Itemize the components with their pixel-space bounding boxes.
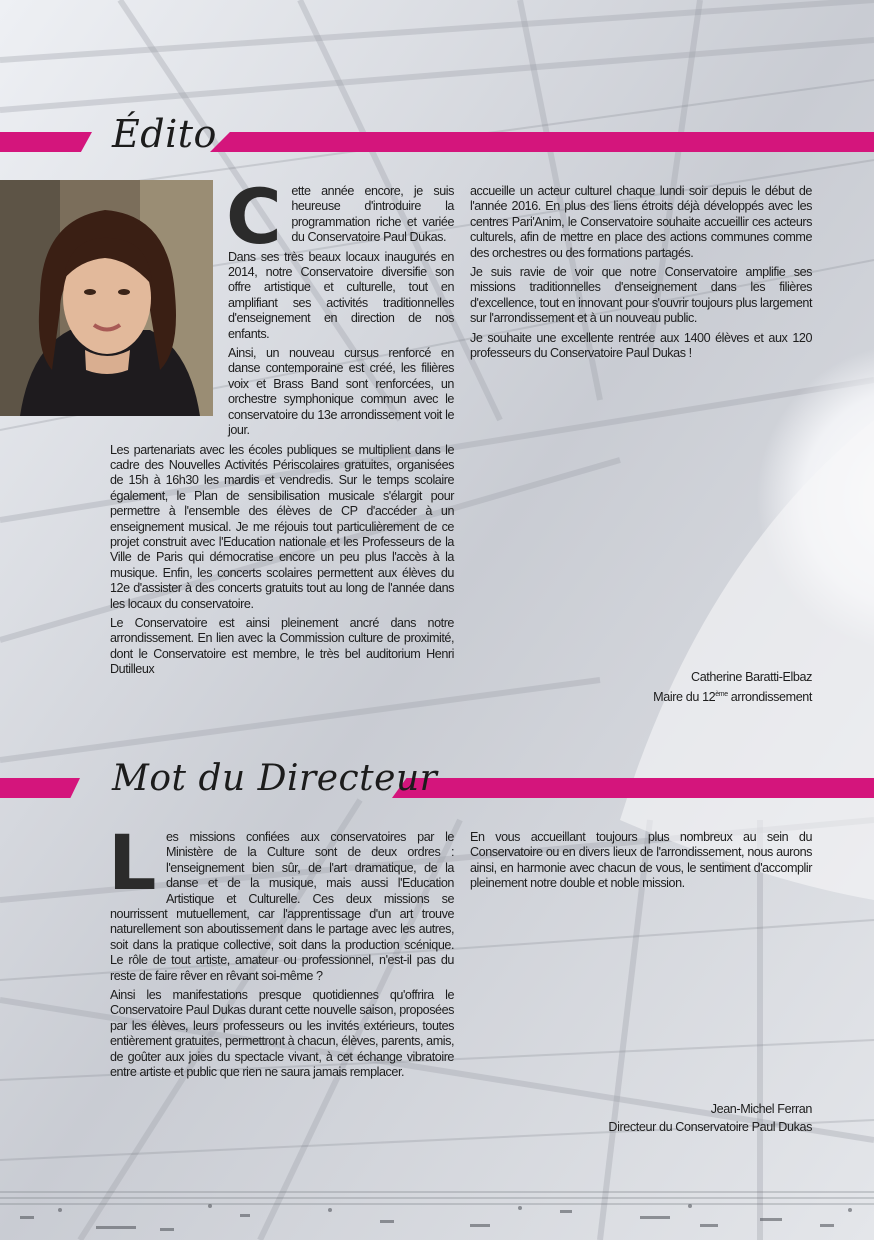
- directeur-heading: Mot du Directeur: [112, 758, 438, 799]
- directeur-paragraph-1: Les missions confiées aux conservatoires par le Ministère de la Culture sont de deux ordres : l'enseignement bien sûr, de l'art dramatique, de la danse et de la musique, mais aussi l'Education Artistique et Culturelle. Ces deux missions se nourrissent mutuellement, car l'apprentissage d'un art trouve naturellement son aboutissement dans le partage avec les autres, soit dans la pratique collective, soit dans la production scénique. Le rôle de tout artiste, amateur ou professionnel, n'est-il pas du reste de faire rêver en rêvant soi-même ?: [108, 818, 454, 983]
- edito-right-paragraph-2: Je suis ravie de voir que notre Conservatoire amplifie ses missions traditionnelles d'enseignement dans les filières d'excellence, tout en innovant pour s'ouvrir toujours plus largement sur l'arrondissement et à un nouveau public.: [470, 265, 812, 326]
- edito-signature: [653, 668, 812, 706]
- directeur-paragraph-2: Ainsi les manifestations presque quotidiennes qu'offrira le Conservatoire Paul Dukas durant cette nouvelle saison, proposées par les élèves, leurs professeurs ou les invités extérieurs, toutes entièrement gratuites, permettront à chacun, élèves, parents, amis, de goûter aux joies du spectacle vivant, à cet échange vibratoire entre artiste et public que rien ne saura jamais remplacer.: [110, 988, 454, 1080]
- music-score-decoration: [0, 1180, 874, 1240]
- edito-paragraph-1: Cette année encore, je suis heureuse d'introduire la programmation riche et variée du Conservatoire Paul Dukas.: [226, 172, 454, 261]
- directeur-left-column: [108, 818, 454, 1085]
- directeur-band-right: [392, 778, 874, 798]
- edito-paragraph-4: Les partenariats avec les écoles publiques se multiplient dans le cadre des Nouvelles Activités Périscolaires gratuites, organisées de 15h à 16h30 les mardis et vendredis. Sur le temps scolaire également, le Plan de sensibilisation musicale s'élargit pour permettre à l'ensemble des élèves de CP d'accéder à un enseignement musical. Je me réjouis tout particulièrement de ce projet construit avec l'Education nationale et les Professeurs de la Ville de Paris qui démocratise encore un peu plus l'accès à la musique. Enfin, les concerts scolaires permettent aux élèves du 12e d'assister à des concerts gratuits tout au long de l'année dans les locaux du conservatoire.: [110, 442, 454, 611]
- edito-dropcap: C: [226, 172, 282, 261]
- edito-heading: Édito: [112, 112, 217, 156]
- edito-paragraph-3: Ainsi, un nouveau cursus renforcé en danse contemporaine est créé, les filières voix et Brass Band sont renforcées, un orchestre symphonique commun avec le conservatoire du 13e arrondissement voit le jour.: [228, 346, 454, 438]
- edito-right-paragraph-1: accueille un acteur culturel chaque lundi soir depuis le début de l'année 2016. En plus des liens étroits déjà développés avec les centres Pari'Anim, le Conservatoire souhaite accueillir ces acteurs culturels, afin de mettre en place des actions communes comme des orchestres ou des formations partagés.: [470, 184, 812, 260]
- edito-signature-role: Maire du 12ème arrondissement: [653, 690, 812, 705]
- directeur-signature-role: Directeur du Conservatoire Paul Dukas: [608, 1120, 812, 1134]
- directeur-signature: [608, 1100, 812, 1136]
- edito-right-paragraph-3: Je souhaite une excellente rentrée aux 1400 élèves et aux 120 professeurs du Conservatoire Paul Dukas !: [470, 330, 812, 361]
- directeur-dropcap: L: [108, 818, 156, 907]
- edito-signature-name: Catherine Baratti-Elbaz: [691, 670, 812, 684]
- edito-left-column: [110, 172, 454, 682]
- edito-paragraph-2: Dans ses très beaux locaux inaugurés en 2014, notre Conservatoire diversifie son offre artistique et culturelle, tout en amplifiant ses activités traditionnelles d'enseignement en direction de nos enfants.: [228, 249, 454, 341]
- directeur-band-left: [0, 778, 80, 798]
- directeur-right-column: [470, 830, 812, 896]
- directeur-signature-name: Jean-Michel Ferran: [710, 1102, 812, 1116]
- edito-right-column: [470, 184, 812, 365]
- edito-band-right: [210, 132, 874, 152]
- edito-paragraph-5: Le Conservatoire est ainsi pleinement ancré dans notre arrondissement. En lien avec la Commission culture de proximité, dont le Conservatoire est membre, le très bel auditorium Henri Dutilleux: [110, 615, 454, 677]
- photo-float-spacer: [110, 184, 228, 428]
- edito-band-left: [0, 132, 92, 152]
- directeur-right-paragraph-1: En vous accueillant toujours plus nombreux au sein du Conservatoire ou en divers lieux de l'arrondissement, nous aurons ainsi, en harmonie avec chacun de vous, le sentiment d'accomplir pleinement notre double et noble mission.: [470, 830, 812, 891]
